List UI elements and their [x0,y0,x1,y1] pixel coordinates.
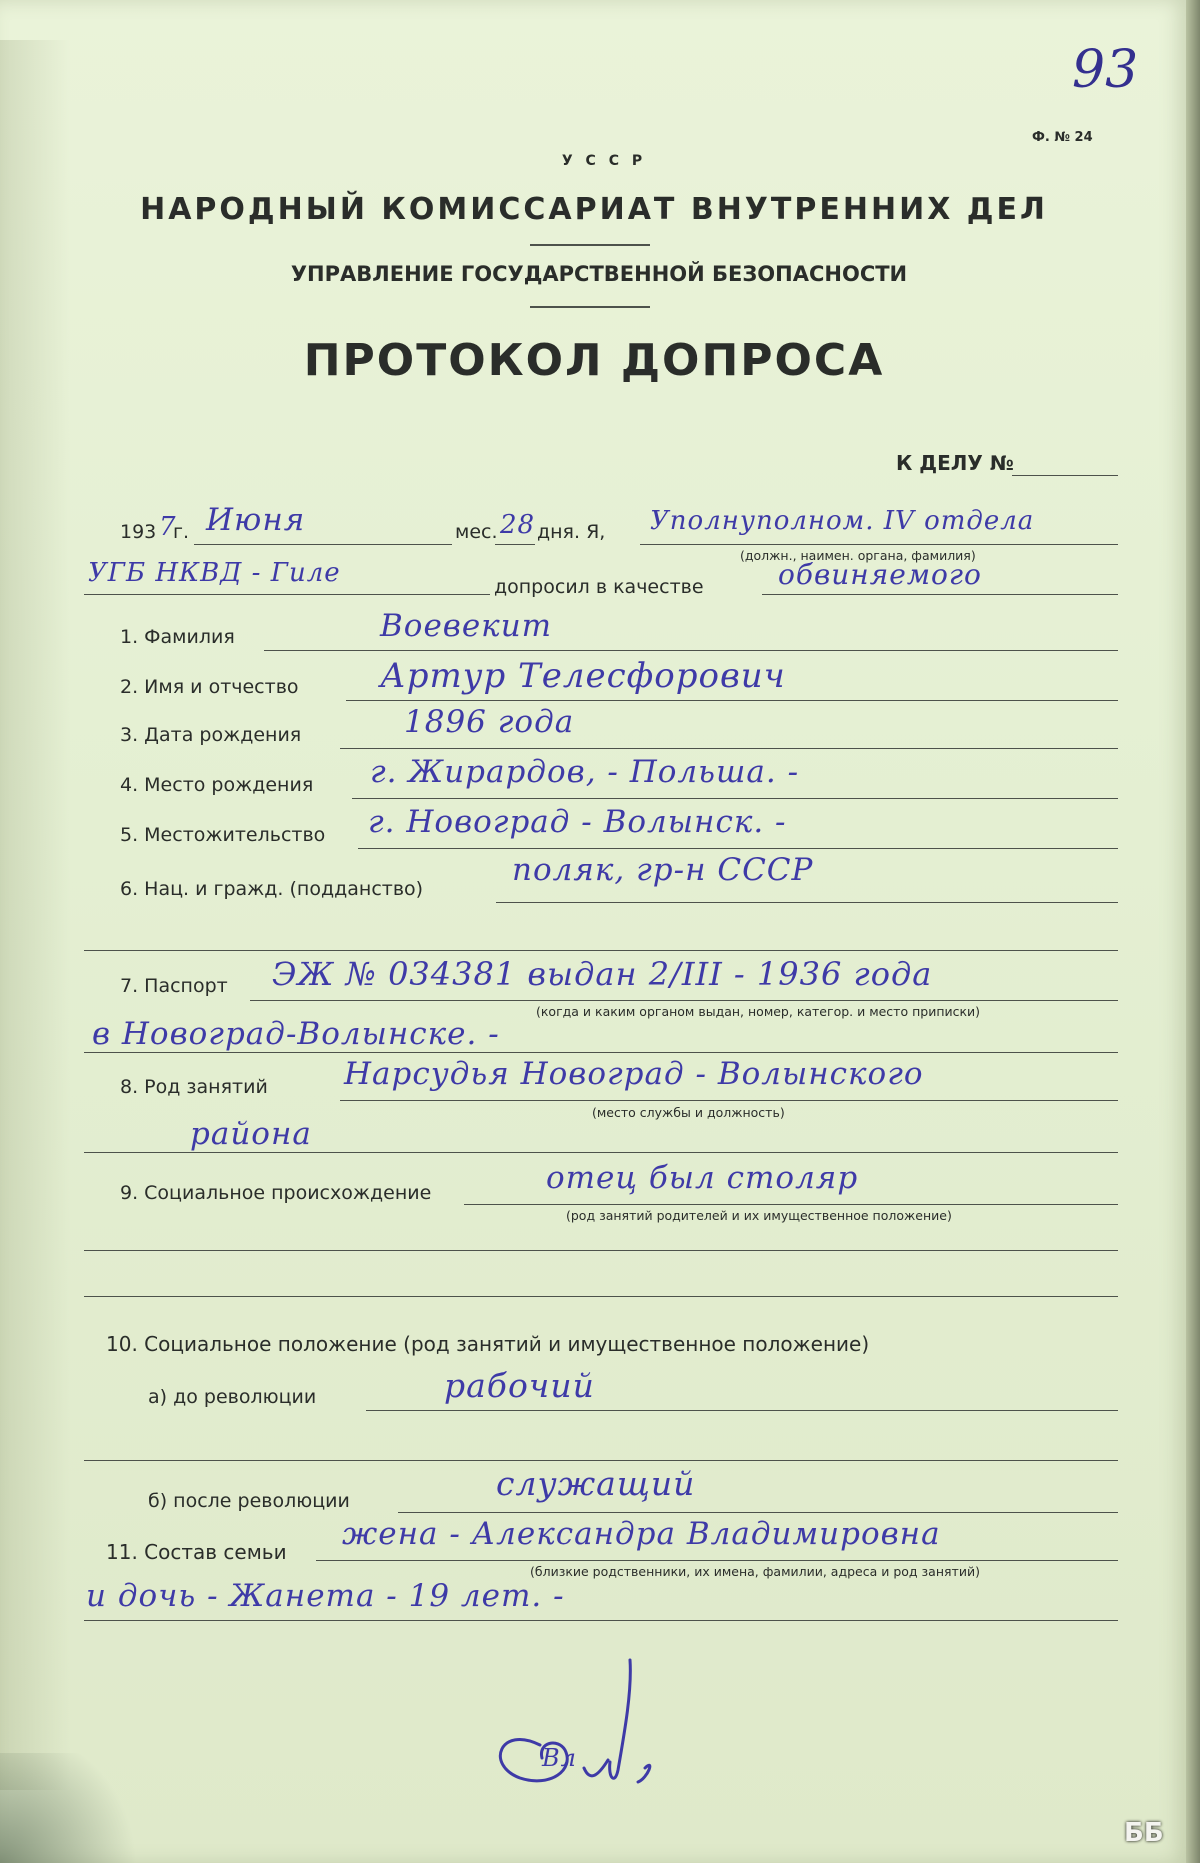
month-label: мес. [455,521,498,543]
surname-line [264,650,1118,651]
residence-label: 5. Местожительство [120,824,326,846]
status-label: 10. Социальное положение (род занятий и имущественное положение) [106,1332,870,1356]
nationality-label: 6. Нац. и гражд. (подданство) [120,878,424,900]
name-line [346,700,1118,701]
family-line2-rule [84,1620,1118,1621]
residence-line [358,848,1118,849]
year-suffix: г. [173,521,190,543]
day-line [495,544,535,545]
nationality-line [496,902,1118,903]
nationality-extra-line [84,950,1118,951]
passport-line1: ЭЖ № 034381 выдан 2/III - 1936 года [272,955,933,993]
before-revolution-label: а) до революции [148,1386,317,1408]
year-digit: 7 [159,512,177,542]
origin-caption: (род занятий родителей и их имущественное положение) [566,1208,952,1223]
after-revolution-line [398,1512,1118,1513]
scan-corner-shadow [0,1753,160,1863]
republic-header: У С С Р [561,153,647,169]
passport-line2: в Новоград-Волынске. - [92,1016,500,1052]
origin-extra-line-2 [84,1296,1118,1297]
officer-line2: УГБ НКВД - Гиле [88,558,341,588]
year-prefix: 193 [120,521,157,543]
origin-extra-line-1 [84,1250,1118,1251]
passport-caption: (когда и каким органом выдан, номер, категор. и место приписки) [536,1004,981,1019]
residence-value: г. Новоград - Волынск. - [368,804,787,840]
nationality-value: поляк, гр-н СССР [512,852,814,888]
questioned-line [762,594,1118,595]
pob-value: г. Жирардов, - Польша. - [370,754,800,790]
dob-value: 1896 года [404,704,575,740]
origin-value: отец был столяр [546,1160,859,1196]
before-revolution-value: рабочий [444,1366,595,1405]
commissariat-header: НАРОДНЫЙ КОМИССАРИАТ ВНУТРЕННИХ ДЕЛ [140,192,1048,227]
name-value: Артур Телесфорович [380,656,786,696]
day-value: 28 [500,510,536,540]
paper-stain [0,40,70,1790]
family-line1-rule [316,1560,1118,1561]
family-label: 11. Состав семьи [106,1540,287,1564]
dob-label: 3. Дата рождения [120,724,302,746]
occupation-line1-rule [340,1100,1118,1101]
signature-letters: Вл [542,1744,577,1772]
signature-mark [480,1650,700,1810]
passport-label: 7. Паспорт [120,975,228,997]
family-caption: (близкие родственники, их имена, фамилии, адреса и род занятий) [530,1564,980,1579]
occupation-line1: Нарсудья Новоград - Волынского [344,1056,924,1092]
name-label: 2. Имя и отчество [120,676,299,698]
passport-line1-rule [250,1000,1118,1001]
status-extra-line [84,1460,1118,1461]
officer-line1-rule [640,544,1118,545]
department-header: УПРАВЛЕНИЕ ГОСУДАРСТВЕННОЙ БЕЗОПАСНОСТИ [290,262,908,286]
page-title: ПРОТОКОЛ ДОПРОСА [303,335,885,386]
month-line [194,544,452,545]
month-value: Июня [206,502,306,538]
officer-line2-rule [84,594,490,595]
surname-value: Воевекит [380,608,553,644]
after-revolution-label: б) после революции [148,1490,350,1512]
header-divider-1 [530,244,650,246]
officer-line1: Уполнуполном. IV отдела [650,506,1035,536]
surname-label: 1. Фамилия [120,626,235,648]
family-line2: и дочь - Жанета - 19 лет. - [86,1578,565,1614]
day-label: дня. Я, [537,521,606,543]
passport-line2-rule [84,1052,1118,1053]
occupation-line2: района [190,1116,312,1152]
after-revolution-value: служащий [496,1464,696,1503]
pob-line [352,798,1118,799]
family-line1: жена - Александра Владимировна [342,1516,941,1552]
officer-caption: (должн., наимен. органа, фамилия) [740,548,976,563]
pob-label: 4. Место рождения [120,774,314,796]
questioned-as: обвиняемого [778,558,982,591]
dob-line [340,748,1118,749]
header-divider-2 [530,306,650,308]
signature [480,1650,700,1810]
origin-label: 9. Социальное происхождение [120,1182,432,1204]
case-number-label: К ДЕЛУ № [896,451,1014,475]
occupation-caption: (место службы и должность) [592,1105,785,1120]
form-code: Ф. № 24 [1032,130,1093,145]
case-number-line [1012,475,1118,476]
page-number: 93 [1072,40,1139,100]
questioned-label: допросил в качестве [494,576,704,598]
occupation-line2-rule [84,1152,1118,1153]
occupation-label: 8. Род занятий [120,1076,268,1098]
origin-line [464,1204,1118,1205]
before-revolution-line [366,1410,1118,1411]
watermark: ББ [1124,1818,1164,1848]
